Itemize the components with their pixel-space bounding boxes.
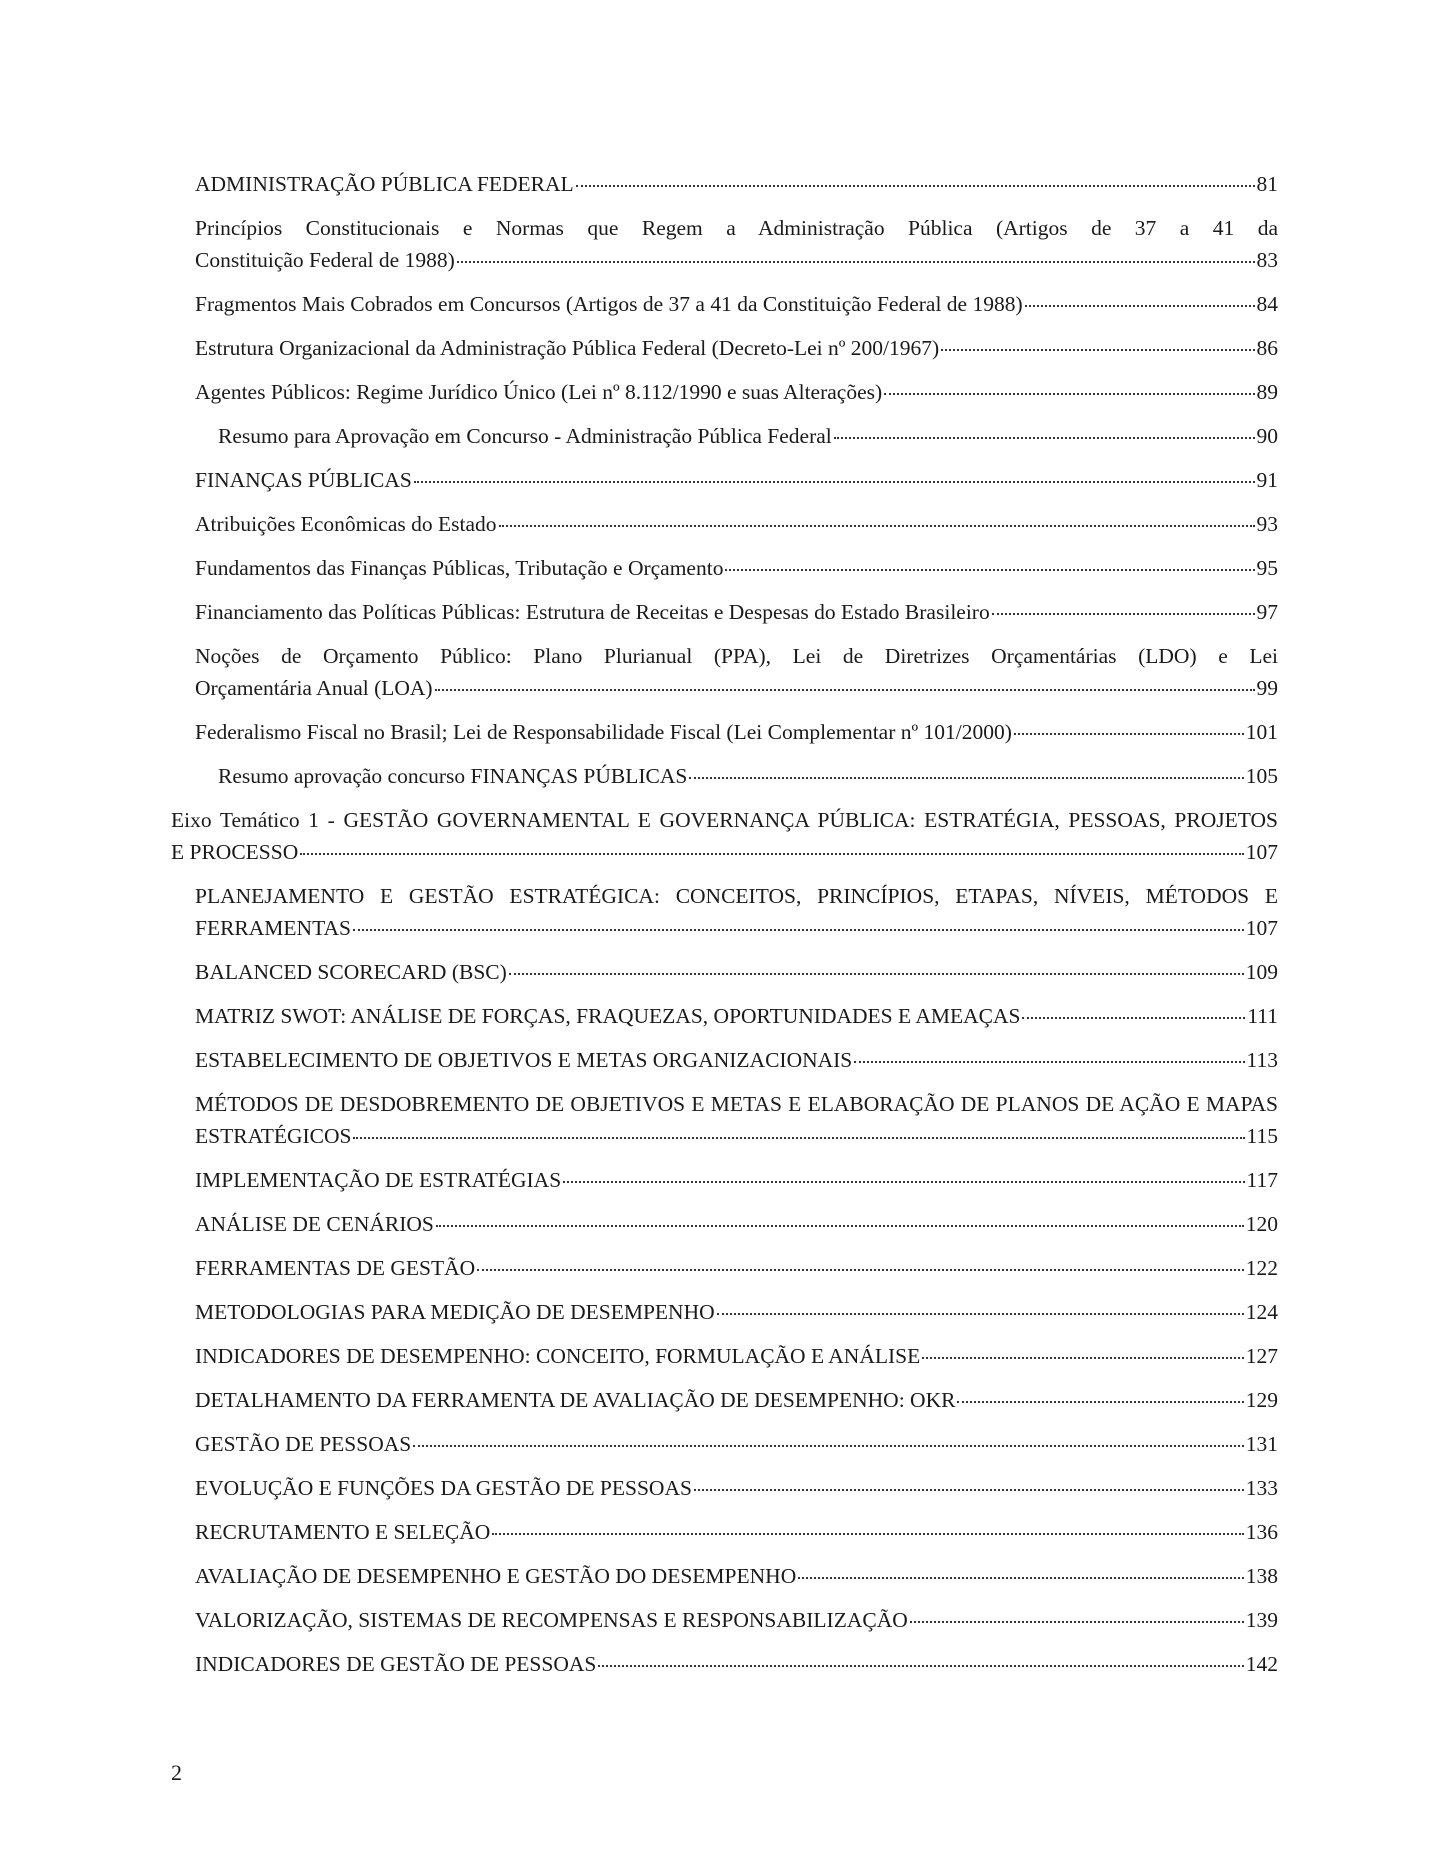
dot-leader — [941, 349, 1254, 351]
toc-entry-line — [195, 1252, 1278, 1284]
toc-entry-title: INDICADORES DE GESTÃO DE PESSOAS — [195, 1652, 597, 1676]
toc-entry-title: AVALIAÇÃO DE DESEMPENHO E GESTÃO DO DESEMPENHO — [195, 1564, 797, 1588]
toc-entry-title: METODOLOGIAS PARA MEDIÇÃO DE DESEMPENHO — [195, 1300, 715, 1324]
toc-entry-title: MATRIZ SWOT: ANÁLISE DE FORÇAS, FRAQUEZAS, OPORTUNIDADES E AMEAÇAS — [195, 1004, 1021, 1028]
toc-entry-page: 93 — [1256, 512, 1278, 536]
toc-entry[interactable] — [195, 508, 1278, 540]
dot-leader — [689, 777, 1243, 779]
toc-entry-title: ADMINISTRAÇÃO PÚBLICA FEDERAL — [195, 172, 574, 196]
toc-entry-title-first-line: MÉTODOS DE DESDOBREMENTO DE OBJETIVOS E METAS E ELABORAÇÃO DE PLANOS DE AÇÃO E MAPAS — [195, 1092, 1278, 1116]
toc-entry-page: 115 — [1246, 1124, 1278, 1148]
toc-entry-page: 83 — [1256, 248, 1278, 272]
toc-entry[interactable] — [195, 168, 1278, 200]
toc-entry-page: 107 — [1245, 916, 1278, 940]
toc-entry[interactable] — [195, 1252, 1278, 1284]
toc-entry[interactable] — [195, 1384, 1278, 1416]
toc-entry[interactable] — [218, 760, 1278, 792]
dot-leader — [694, 1489, 1244, 1491]
toc-entry-line — [195, 1340, 1278, 1372]
toc-entry-line — [195, 376, 1278, 408]
toc-entry-title: Fragmentos Mais Cobrados em Concursos (Artigos de 37 a 41 da Constituição Federal de 1988) — [195, 292, 1023, 316]
dot-leader — [834, 437, 1255, 439]
toc-entry-line — [195, 1120, 1278, 1152]
toc-entry[interactable] — [195, 1648, 1278, 1680]
toc-entry-line — [195, 288, 1278, 320]
toc-entry-title: Agentes Públicos: Regime Jurídico Único (Lei nº 8.112/1990 e suas Alterações) — [195, 380, 883, 404]
toc-entry-line — [195, 244, 1278, 276]
dot-leader — [1014, 733, 1244, 735]
toc-entry-page: 138 — [1245, 1564, 1278, 1588]
toc-entry-line — [195, 508, 1278, 540]
dot-leader — [884, 393, 1254, 395]
toc-entry-page: 90 — [1256, 424, 1278, 448]
toc-entry-title: BALANCED SCORECARD (BSC) — [195, 960, 507, 984]
toc-entry[interactable] — [195, 640, 1278, 704]
toc-entry-title: FINANÇAS PÚBLICAS — [195, 468, 412, 492]
toc-entry-page: 97 — [1256, 600, 1278, 624]
toc-entry[interactable] — [195, 596, 1278, 628]
dot-leader — [798, 1577, 1244, 1579]
toc-entry-page: 129 — [1245, 1388, 1278, 1412]
toc-entry[interactable] — [195, 464, 1278, 496]
toc-entry-title: Fundamentos das Finanças Públicas, Tributação e Orçamento — [195, 556, 724, 580]
toc-entry[interactable] — [195, 1428, 1278, 1460]
dot-leader — [1025, 305, 1255, 307]
toc-entry-line — [195, 1472, 1278, 1504]
toc-entry-title-first-line: Eixo Temático 1 - GESTÃO GOVERNAMENTAL E GOVERNANÇA PÚBLICA: ESTRATÉGIA, PESSOAS, PROJETOS — [171, 808, 1278, 832]
toc-entry-page: 117 — [1246, 1168, 1278, 1192]
toc-entry[interactable] — [195, 552, 1278, 584]
toc-entry-page: 120 — [1245, 1212, 1278, 1236]
toc-entry-title: FERRAMENTAS — [195, 916, 351, 940]
toc-entry-line — [195, 168, 1278, 200]
toc-entry-page: 107 — [1245, 840, 1278, 864]
toc-entry-page: 127 — [1245, 1344, 1278, 1368]
toc-entry[interactable] — [195, 1000, 1278, 1032]
toc-entry-title: E PROCESSO — [171, 840, 299, 864]
toc-entry-page: 99 — [1256, 676, 1278, 700]
toc-entry-page: 95 — [1256, 556, 1278, 580]
toc-entry-line — [195, 1164, 1278, 1196]
dot-leader — [300, 853, 1244, 855]
toc-entry-title: VALORIZAÇÃO, SISTEMAS DE RECOMPENSAS E RESPONSABILIZAÇÃO — [195, 1608, 908, 1632]
toc-entry-line — [195, 1560, 1278, 1592]
toc-entry-line — [195, 1648, 1278, 1680]
dot-leader — [436, 1225, 1244, 1227]
toc-entry-line — [195, 1044, 1278, 1076]
toc-entry-page: 89 — [1256, 380, 1278, 404]
dot-leader — [922, 1357, 1244, 1359]
toc-entry-title: RECRUTAMENTO E SELEÇÃO — [195, 1520, 491, 1544]
dot-leader — [576, 185, 1255, 187]
dot-leader — [492, 1533, 1243, 1535]
toc-entry-title: Federalismo Fiscal no Brasil; Lei de Responsabilidade Fiscal (Lei Complementar nº 101/2000) — [195, 720, 1012, 744]
toc-entry-page: 84 — [1256, 292, 1278, 316]
toc-entry-page: 122 — [1245, 1256, 1278, 1280]
toc-entry-line — [195, 1000, 1278, 1032]
toc-entry-title: IMPLEMENTAÇÃO DE ESTRATÉGIAS — [195, 1168, 562, 1192]
dot-leader — [992, 613, 1255, 615]
toc-entry[interactable] — [195, 1044, 1278, 1076]
dot-leader — [957, 1401, 1243, 1403]
toc-entry[interactable] — [195, 1088, 1278, 1152]
toc-entry-line — [218, 760, 1278, 792]
toc-entry-line — [171, 836, 1278, 868]
toc-entry[interactable] — [195, 956, 1278, 988]
toc-entry-title: ESTRATÉGICOS — [195, 1124, 352, 1148]
toc-entry-title-first-line: PLANEJAMENTO E GESTÃO ESTRATÉGICA: CONCEITOS, PRINCÍPIOS, ETAPAS, NÍVEIS, MÉTODOS E — [195, 884, 1278, 908]
toc-entry-title: Constituição Federal de 1988) — [195, 248, 455, 272]
toc-entry-line — [218, 420, 1278, 452]
toc-entry[interactable] — [195, 1340, 1278, 1372]
toc-entry[interactable] — [195, 288, 1278, 320]
toc-entry-line — [195, 1296, 1278, 1328]
toc-entry-page: 105 — [1245, 764, 1278, 788]
toc-entry-line — [195, 332, 1278, 364]
dot-leader — [563, 1181, 1244, 1183]
dot-leader — [499, 525, 1255, 527]
toc-entry[interactable] — [195, 1516, 1278, 1548]
toc-entry-page: 113 — [1246, 1048, 1278, 1072]
toc-entry-line — [195, 672, 1278, 704]
toc-entry-title: Estrutura Organizacional da Administração Pública Federal (Decreto-Lei nº 200/1967) — [195, 336, 940, 360]
toc-entry[interactable] — [195, 212, 1278, 276]
dot-leader — [353, 929, 1244, 931]
table-of-contents — [0, 168, 1445, 1692]
toc-entry-title: EVOLUÇÃO E FUNÇÕES DA GESTÃO DE PESSOAS — [195, 1476, 692, 1500]
toc-entry-page: 91 — [1256, 468, 1278, 492]
toc-entry-page: 109 — [1245, 960, 1278, 984]
toc-entry-title-first-line: Noções de Orçamento Público: Plano Plurianual (PPA), Lei de Diretrizes Orçamentárias (LDO) e Lei — [195, 644, 1278, 668]
dot-leader — [509, 973, 1244, 975]
dot-leader — [717, 1313, 1244, 1315]
toc-entry-title: FERRAMENTAS DE GESTÃO — [195, 1256, 476, 1280]
toc-entry-title: ESTABELECIMENTO DE OBJETIVOS E METAS ORGANIZACIONAIS — [195, 1048, 853, 1072]
toc-entry-title: GESTÃO DE PESSOAS — [195, 1432, 412, 1456]
toc-entry-page: 86 — [1256, 336, 1278, 360]
toc-entry-page: 136 — [1245, 1520, 1278, 1544]
toc-entry-title: Orçamentária Anual (LOA) — [195, 676, 433, 700]
toc-entry[interactable] — [195, 1164, 1278, 1196]
dot-leader — [910, 1621, 1244, 1623]
toc-entry-title: INDICADORES DE DESEMPENHO: CONCEITO, FORMULAÇÃO E ANÁLISE — [195, 1344, 921, 1368]
dot-leader — [353, 1137, 1244, 1139]
toc-entry-line — [195, 1384, 1278, 1416]
dot-leader — [854, 1061, 1244, 1063]
dot-leader — [414, 481, 1255, 483]
dot-leader — [457, 261, 1255, 263]
toc-entry-page: 124 — [1245, 1300, 1278, 1324]
toc-entry-page: 81 — [1256, 172, 1278, 196]
toc-entry[interactable] — [195, 716, 1278, 748]
toc-entry[interactable] — [218, 420, 1278, 452]
dot-leader — [477, 1269, 1244, 1271]
toc-entry[interactable] — [195, 1560, 1278, 1592]
toc-entry-title: Resumo para Aprovação em Concurso - Administração Pública Federal — [218, 424, 832, 448]
toc-entry-page: 133 — [1245, 1476, 1278, 1500]
toc-entry-line — [195, 716, 1278, 748]
dot-leader — [1022, 1017, 1245, 1019]
toc-entry[interactable] — [171, 804, 1278, 868]
toc-entry[interactable] — [195, 332, 1278, 364]
toc-entry-line — [195, 1208, 1278, 1240]
toc-entry-title: ANÁLISE DE CENÁRIOS — [195, 1212, 434, 1236]
toc-entry-line — [195, 956, 1278, 988]
dot-leader — [435, 689, 1255, 691]
toc-entry-title: DETALHAMENTO DA FERRAMENTA DE AVALIAÇÃO DE DESEMPENHO: OKR — [195, 1388, 956, 1412]
toc-entry-line — [195, 1428, 1278, 1460]
toc-entry-line — [195, 1516, 1278, 1548]
toc-entry-line — [195, 552, 1278, 584]
toc-entry[interactable] — [195, 1208, 1278, 1240]
dot-leader — [598, 1665, 1243, 1667]
dot-leader — [413, 1445, 1244, 1447]
toc-entry[interactable] — [195, 1604, 1278, 1636]
toc-entry-title-first-line: Princípios Constitucionais e Normas que Regem a Administração Pública (Artigos de 37 a 41 da — [195, 216, 1278, 240]
toc-entry-line — [195, 596, 1278, 628]
toc-entry[interactable] — [195, 880, 1278, 944]
page-number: 2 — [171, 1760, 182, 1785]
toc-entry-line — [195, 1604, 1278, 1636]
toc-entry-title: Resumo aprovação concurso FINANÇAS PÚBLICAS — [218, 764, 688, 788]
toc-entry[interactable] — [195, 1472, 1278, 1504]
toc-entry-line — [195, 464, 1278, 496]
toc-entry-line — [195, 912, 1278, 944]
toc-entry[interactable] — [195, 376, 1278, 408]
toc-entry-title: Atribuições Econômicas do Estado — [195, 512, 497, 536]
dot-leader — [725, 569, 1254, 571]
toc-entry-page: 139 — [1245, 1608, 1278, 1632]
toc-entry-title: Financiamento das Políticas Públicas: Estrutura de Receitas e Despesas do Estado Brasileiro — [195, 600, 990, 624]
toc-entry[interactable] — [195, 1296, 1278, 1328]
toc-entry-page: 142 — [1245, 1652, 1278, 1676]
toc-entry-page: 101 — [1245, 720, 1278, 744]
toc-entry-page: 131 — [1245, 1432, 1278, 1456]
toc-entry-page: 111 — [1247, 1004, 1278, 1028]
